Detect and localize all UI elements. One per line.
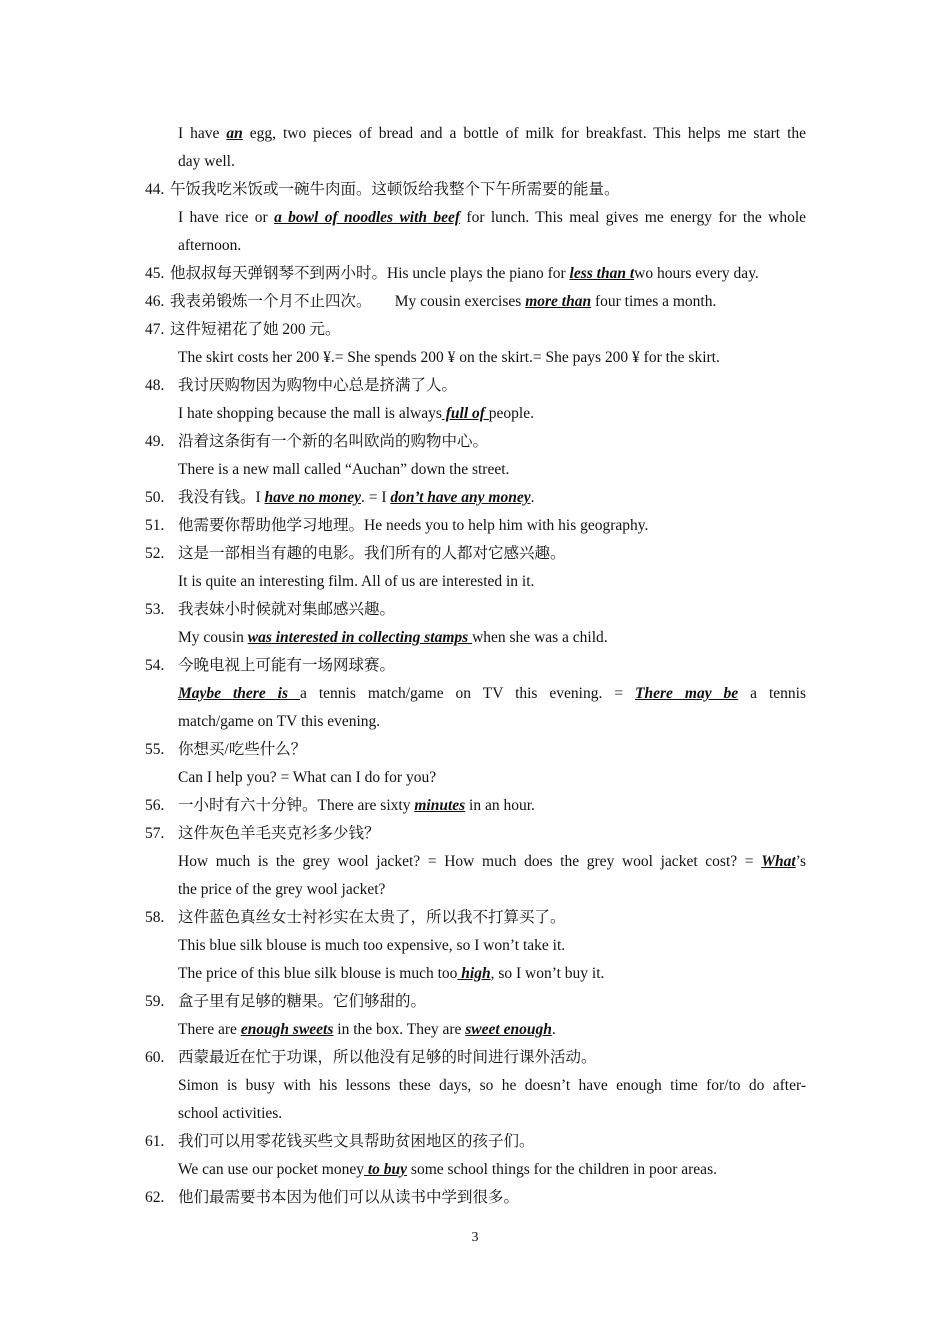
text-line: [0, 402, 950, 426]
item-number: 47.: [145, 321, 165, 338]
text-segment: 他需要你帮助他学习地理。He needs you to help him with his geography.: [178, 517, 649, 534]
text-line: [0, 766, 950, 790]
key-phrase: a bowl of noodles with beef: [274, 209, 461, 226]
line-text: [178, 486, 534, 510]
text-line: [0, 1074, 950, 1098]
key-phrase: high: [457, 965, 491, 982]
text-segment: .: [551, 1021, 556, 1038]
text-segment: It is quite an interesting film. All of us are interested in it.: [178, 573, 535, 590]
line-text: [178, 962, 604, 986]
text-segment: There is a new mall called “Auchan” down the street.: [178, 461, 510, 478]
key-phrase: full of: [441, 405, 489, 422]
text-segment: wo hours every day.: [634, 265, 759, 282]
text-segment: in the box. They are: [333, 1021, 466, 1038]
numbered-line: [0, 318, 950, 342]
text-segment: egg, two pieces of bread and a bottle of milk for breakfast. This helps me start the: [242, 125, 807, 142]
text-segment: a tennis: [738, 685, 807, 702]
numbered-line: [0, 374, 950, 398]
text-segment: school activities.: [178, 1105, 283, 1122]
item-number: 48.: [145, 377, 165, 394]
text-segment: .: [530, 489, 535, 506]
numbered-line: [0, 1046, 950, 1070]
line-text: [178, 150, 235, 174]
text-segment: in an hour.: [465, 797, 535, 814]
key-phrase: minutes: [414, 797, 466, 814]
text-line: [0, 346, 950, 370]
numbered-line: [0, 486, 950, 510]
line-text: [178, 682, 806, 706]
line-text: [178, 514, 648, 538]
line-text: [178, 430, 488, 454]
text-segment: 我们可以用零花钱买些文具帮助贫困地区的孩子们。: [178, 1133, 535, 1150]
line-text: [178, 458, 509, 482]
text-segment: day well.: [178, 153, 235, 170]
text-line: [0, 206, 950, 230]
text-segment: 西蒙最近在忙于功课，所以他没有足够的时间进行课外活动。: [178, 1049, 597, 1066]
page-number: 3: [471, 1230, 479, 1245]
line-text: [170, 178, 620, 202]
text-line: [0, 710, 950, 734]
line-text: [178, 626, 608, 650]
numbered-line: [0, 738, 950, 762]
numbered-line: [0, 514, 950, 538]
item-number: 58.: [145, 909, 165, 926]
item-number: 55.: [145, 741, 165, 758]
line-text: [178, 1130, 535, 1154]
numbered-line: [0, 794, 950, 818]
line-text: [178, 794, 535, 818]
numbered-line: [0, 178, 950, 202]
line-text: [178, 234, 241, 258]
line-text: [178, 122, 806, 146]
key-phrase: Maybe there is: [178, 685, 300, 702]
numbered-line: [0, 430, 950, 454]
line-text: [178, 934, 565, 958]
text-segment: , so I won’t buy it.: [490, 965, 605, 982]
item-number: 44.: [145, 181, 165, 198]
text-line: [0, 626, 950, 650]
text-line: [0, 1102, 950, 1126]
text-segment: 沿着这条街有一个新的名叫欧尚的购物中心。: [178, 433, 489, 450]
item-number: 46.: [145, 293, 165, 310]
text-segment: four times a month.: [591, 293, 717, 310]
item-number: 49.: [145, 433, 165, 450]
item-number: 50.: [145, 489, 165, 506]
text-segment: 这件短裙花了她 200 元。: [170, 321, 341, 338]
text-line: [0, 458, 950, 482]
text-segment: 我没有钱。I: [178, 489, 265, 506]
key-phrase: less than t: [569, 265, 635, 282]
item-number: 62.: [145, 1189, 165, 1206]
text-segment: a tennis match/game on TV this evening. =: [300, 685, 636, 702]
text-segment: I hate shopping because the mall is always: [178, 405, 442, 422]
line-text: [178, 1018, 556, 1042]
text-line: [0, 934, 950, 958]
text-segment: This blue silk blouse is much too expensive, so I won’t take it.: [178, 937, 566, 954]
line-text: [178, 710, 380, 734]
line-text: [178, 346, 720, 370]
key-phrase: sweet enough: [465, 1021, 552, 1038]
line-text: [170, 318, 341, 342]
text-line: [0, 150, 950, 174]
text-segment: My cousin: [178, 629, 248, 646]
key-phrase: There may be: [635, 685, 739, 702]
item-number: 53.: [145, 601, 165, 618]
line-text: [178, 542, 566, 566]
numbered-line: [0, 598, 950, 622]
item-number: 51.: [145, 517, 165, 534]
item-number: 61.: [145, 1133, 165, 1150]
text-segment: ’s: [795, 853, 806, 870]
line-text: [178, 766, 436, 790]
text-line: [0, 570, 950, 594]
item-number: 45.: [145, 265, 165, 282]
numbered-line: [0, 1186, 950, 1210]
item-number: 56.: [145, 797, 165, 814]
line-text: [170, 290, 716, 314]
text-segment: 他们最需要书本因为他们可以从读书中学到很多。: [178, 1189, 520, 1206]
numbered-line: [0, 990, 950, 1014]
text-segment: 这是一部相当有趣的电影。我们所有的人都对它感兴趣。: [178, 545, 566, 562]
numbered-line: [0, 822, 950, 846]
key-phrase: What: [761, 853, 796, 870]
text-segment: There are: [178, 1021, 241, 1038]
line-text: [178, 654, 395, 678]
text-segment: Can I help you? = What can I do for you?: [178, 769, 437, 786]
text-segment: How much is the grey wool jacket? = How much does the grey wool jacket cost? =: [178, 853, 762, 870]
text-segment: for lunch. This meal gives me energy for the whole: [460, 209, 807, 226]
line-text: [178, 1158, 717, 1182]
text-segment: 这件蓝色真丝女士衬衫实在太贵了，所以我不打算买了。: [178, 909, 566, 926]
line-text: [178, 206, 806, 230]
line-text: [178, 1046, 597, 1070]
text-segment: I have rice or: [178, 209, 275, 226]
text-segment: match/game on TV this evening.: [178, 713, 381, 730]
text-segment: 他叔叔每天弹钢琴不到两小时。His uncle plays the piano for: [170, 265, 570, 282]
item-number: 60.: [145, 1049, 165, 1066]
item-number: 59.: [145, 993, 165, 1010]
numbered-line: [0, 1130, 950, 1154]
text-segment: some school things for the children in poor areas.: [407, 1161, 717, 1178]
text-segment: when she was a child.: [472, 629, 608, 646]
key-phrase: more than: [525, 293, 592, 310]
key-phrase: don’t have any money: [390, 489, 531, 506]
text-segment: 这件灰色羊毛夹克衫多少钱？: [178, 825, 380, 842]
text-segment: Simon is busy with his lessons these days, so he doesn’t have enough time for/to do after-: [178, 1077, 806, 1094]
text-segment: 你想买/吃些什么？: [178, 741, 307, 758]
key-phrase: was interested in collecting stamps: [247, 629, 473, 646]
numbered-line: [0, 654, 950, 678]
item-number: 52.: [145, 545, 165, 562]
numbered-line: [0, 262, 950, 286]
text-segment: 今晚电视上可能有一场网球赛。: [178, 657, 396, 674]
line-text: [178, 990, 426, 1014]
text-segment: . = I: [360, 489, 391, 506]
item-number: 54.: [145, 657, 165, 674]
key-phrase: enough sweets: [240, 1021, 334, 1038]
text-line: [0, 234, 950, 258]
text-segment: I have: [178, 125, 227, 142]
line-text: [178, 878, 385, 902]
line-text: [178, 402, 534, 426]
line-text: [178, 850, 806, 874]
line-text: [170, 262, 759, 286]
text-segment: 我表妹小时候就对集邮感兴趣。: [178, 601, 396, 618]
text-line: [0, 850, 950, 874]
line-text: [178, 1186, 519, 1210]
text-line: [0, 962, 950, 986]
numbered-line: [0, 906, 950, 930]
text-segment: the price of the grey wool jacket?: [178, 881, 386, 898]
text-segment: We can use our pocket money: [178, 1161, 364, 1178]
numbered-line: [0, 542, 950, 566]
text-line: [0, 122, 950, 146]
item-number: 57.: [145, 825, 165, 842]
key-phrase: have no money: [264, 489, 361, 506]
text-segment: people.: [488, 405, 534, 422]
text-line: [0, 878, 950, 902]
numbered-line: [0, 290, 950, 314]
text-segment: 午饭我吃米饭或一碗牛肉面。这顿饭给我整个下午所需要的能量。: [170, 181, 620, 198]
line-text: [178, 598, 395, 622]
line-text: [178, 1102, 282, 1126]
key-phrase: an: [226, 125, 243, 142]
line-text: [178, 906, 566, 930]
line-text: [178, 1074, 806, 1098]
text-segment: 盒子里有足够的糖果。它们够甜的。: [178, 993, 427, 1010]
text-line: [0, 682, 950, 706]
line-text: [178, 374, 457, 398]
line-text: [178, 738, 306, 762]
text-segment: The skirt costs her 200 ¥.= She spends 200 ¥ on the skirt.= She pays 200 ¥ for the skirt.: [178, 349, 720, 366]
text-segment: The price of this blue silk blouse is much too: [178, 965, 458, 982]
text-line: [0, 1158, 950, 1182]
line-text: [178, 570, 534, 594]
text-segment: afternoon.: [178, 237, 242, 254]
key-phrase: to buy: [363, 1161, 408, 1178]
text-segment: 我表弟锻炼一个月不止四次。 My cousin exercises: [170, 293, 526, 310]
text-segment: 我讨厌购物因为购物中心总是挤满了人。: [178, 377, 458, 394]
line-text: [178, 822, 380, 846]
text-segment: 一小时有六十分钟。There are sixty: [178, 797, 415, 814]
text-line: [0, 1018, 950, 1042]
